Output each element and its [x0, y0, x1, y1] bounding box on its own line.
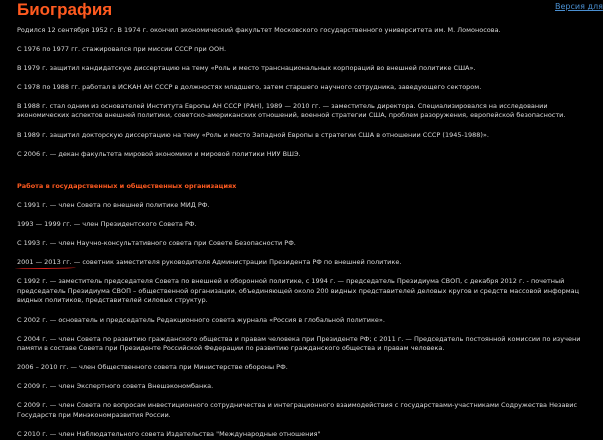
biography-content: [17, 26, 600, 440]
org-paragraph-presidential-advisor: [17, 258, 600, 268]
org-paragraph-security-council: С 1993 г. — член Научно-консультативного совета при Совете Безопасности РФ.: [17, 239, 296, 248]
org-paragraph-mfa-council: С 1991 г. — член Совета по внешней политике МИД РФ.: [17, 200, 210, 209]
org-paragraph-cis-line1: С 2009 г. — член Совета по вопросам инвестиционного сотрудничества и интеграционного взаимодействия с государствами-участниками Содружества Независ: [17, 401, 578, 410]
marked-date-range: 2001 — 2013 гг.: [17, 258, 72, 267]
bio-paragraph-iskan: С 1978 по 1988 гг. работал в ИСКАН АН СССР в должностях младшего, затем старшего научного сотрудника, заведующего сектором.: [17, 82, 482, 91]
org-paragraph-svop-line1: С 1992 г. — заместитель председателя Совета по внешней и оборонной политике, с 1994 г. — председатель Президиума СВОП, с декабря 2012 г. - почетный: [17, 277, 565, 286]
org-paragraph-human-rights-line2: памяти в составе Совета при Президенте Российской Федерации по развитию гражданского общества и правам человека.: [17, 344, 445, 353]
bio-paragraph-hse-dean: С 2006 г. — декан факультета мировой экономики и мировой политики НИУ ВШЭ.: [17, 149, 301, 158]
bio-paragraph-birth: Родился 12 сентября 1952 г. В 1974 г. окончил экономический факультет Московского государственного университета им. М. Ломоносова.: [17, 26, 501, 34]
page-title: Биография: [17, 0, 113, 19]
org-paragraph-publisher: С 2010 г. — член Наблюдательного совета Издательства "Международные отношения": [17, 430, 321, 439]
org-paragraph-defense-ministry: 2006 – 2010 гг. — член Общественного совета при Министерстве обороны РФ.: [17, 363, 288, 372]
org-paragraph-presidential-council: 1993 — 1999 гг. — член Президентского Совета РФ.: [17, 219, 197, 228]
org-paragraph-svop-line2: председатель Президиума СВОП – общественной организации, объединяющей около 200 видных представителей деловых кругов и средств массовой информац: [17, 286, 580, 295]
org-paragraph-journal: С 2002 г. — основатель и председатель Редакционного совета журнала «Россия в глобальной политике».: [17, 315, 385, 324]
bio-paragraph-un-mission: С 1976 по 1977 гг. стажировался при миссии СССР при ООН.: [17, 44, 227, 53]
org-paragraph-svop-line3: видных политиков, представителей силовых структур.: [17, 296, 208, 305]
org-paragraph-presidential-advisor-text: — советник заместителя руководителя Администрации Президента РФ по внешней политике.: [71, 258, 402, 267]
section-title-public-work: Работа в государственных и общественных организациях: [17, 182, 237, 191]
org-paragraph-veb: С 2009 г. — член Экспертного совета Внешэкономбанка.: [17, 382, 214, 391]
bio-paragraph-institute-europe-line2: экономических аспектов внешней политики, советско-американских отношений, военной стратегии США, проблем разоружения, европейской безопасности.: [17, 111, 566, 120]
print-version-link[interactable]: Версия для: [555, 2, 603, 11]
bio-paragraph-candidate-thesis: В 1979 г. защитил кандидатскую диссертацию на тему «Роль и место транснациональных корпораций во внешней политике США».: [17, 63, 476, 72]
org-paragraph-cis-line2: Государств при Минэкономразвития России.: [17, 411, 171, 420]
org-paragraph-human-rights-line1: С 2004 г. — член Совета по развитию гражданского общества и правам человека при Президенте РФ; с 2011 г. — Председатель постоянной комиссии по изучени: [17, 334, 581, 343]
bio-paragraph-institute-europe-line1: В 1988 г. стал одним из основателей Института Европы АН СССР (РАН), 1989 — 2010 гг. — заместитель директора. Специализировался на исследовании: [17, 101, 548, 110]
bio-paragraph-doctoral-thesis: В 1989 г. защитил докторскую диссертацию на тему «Роль и место Западной Европы в стратегии США в отношении СССР (1945-1988)».: [17, 130, 489, 139]
